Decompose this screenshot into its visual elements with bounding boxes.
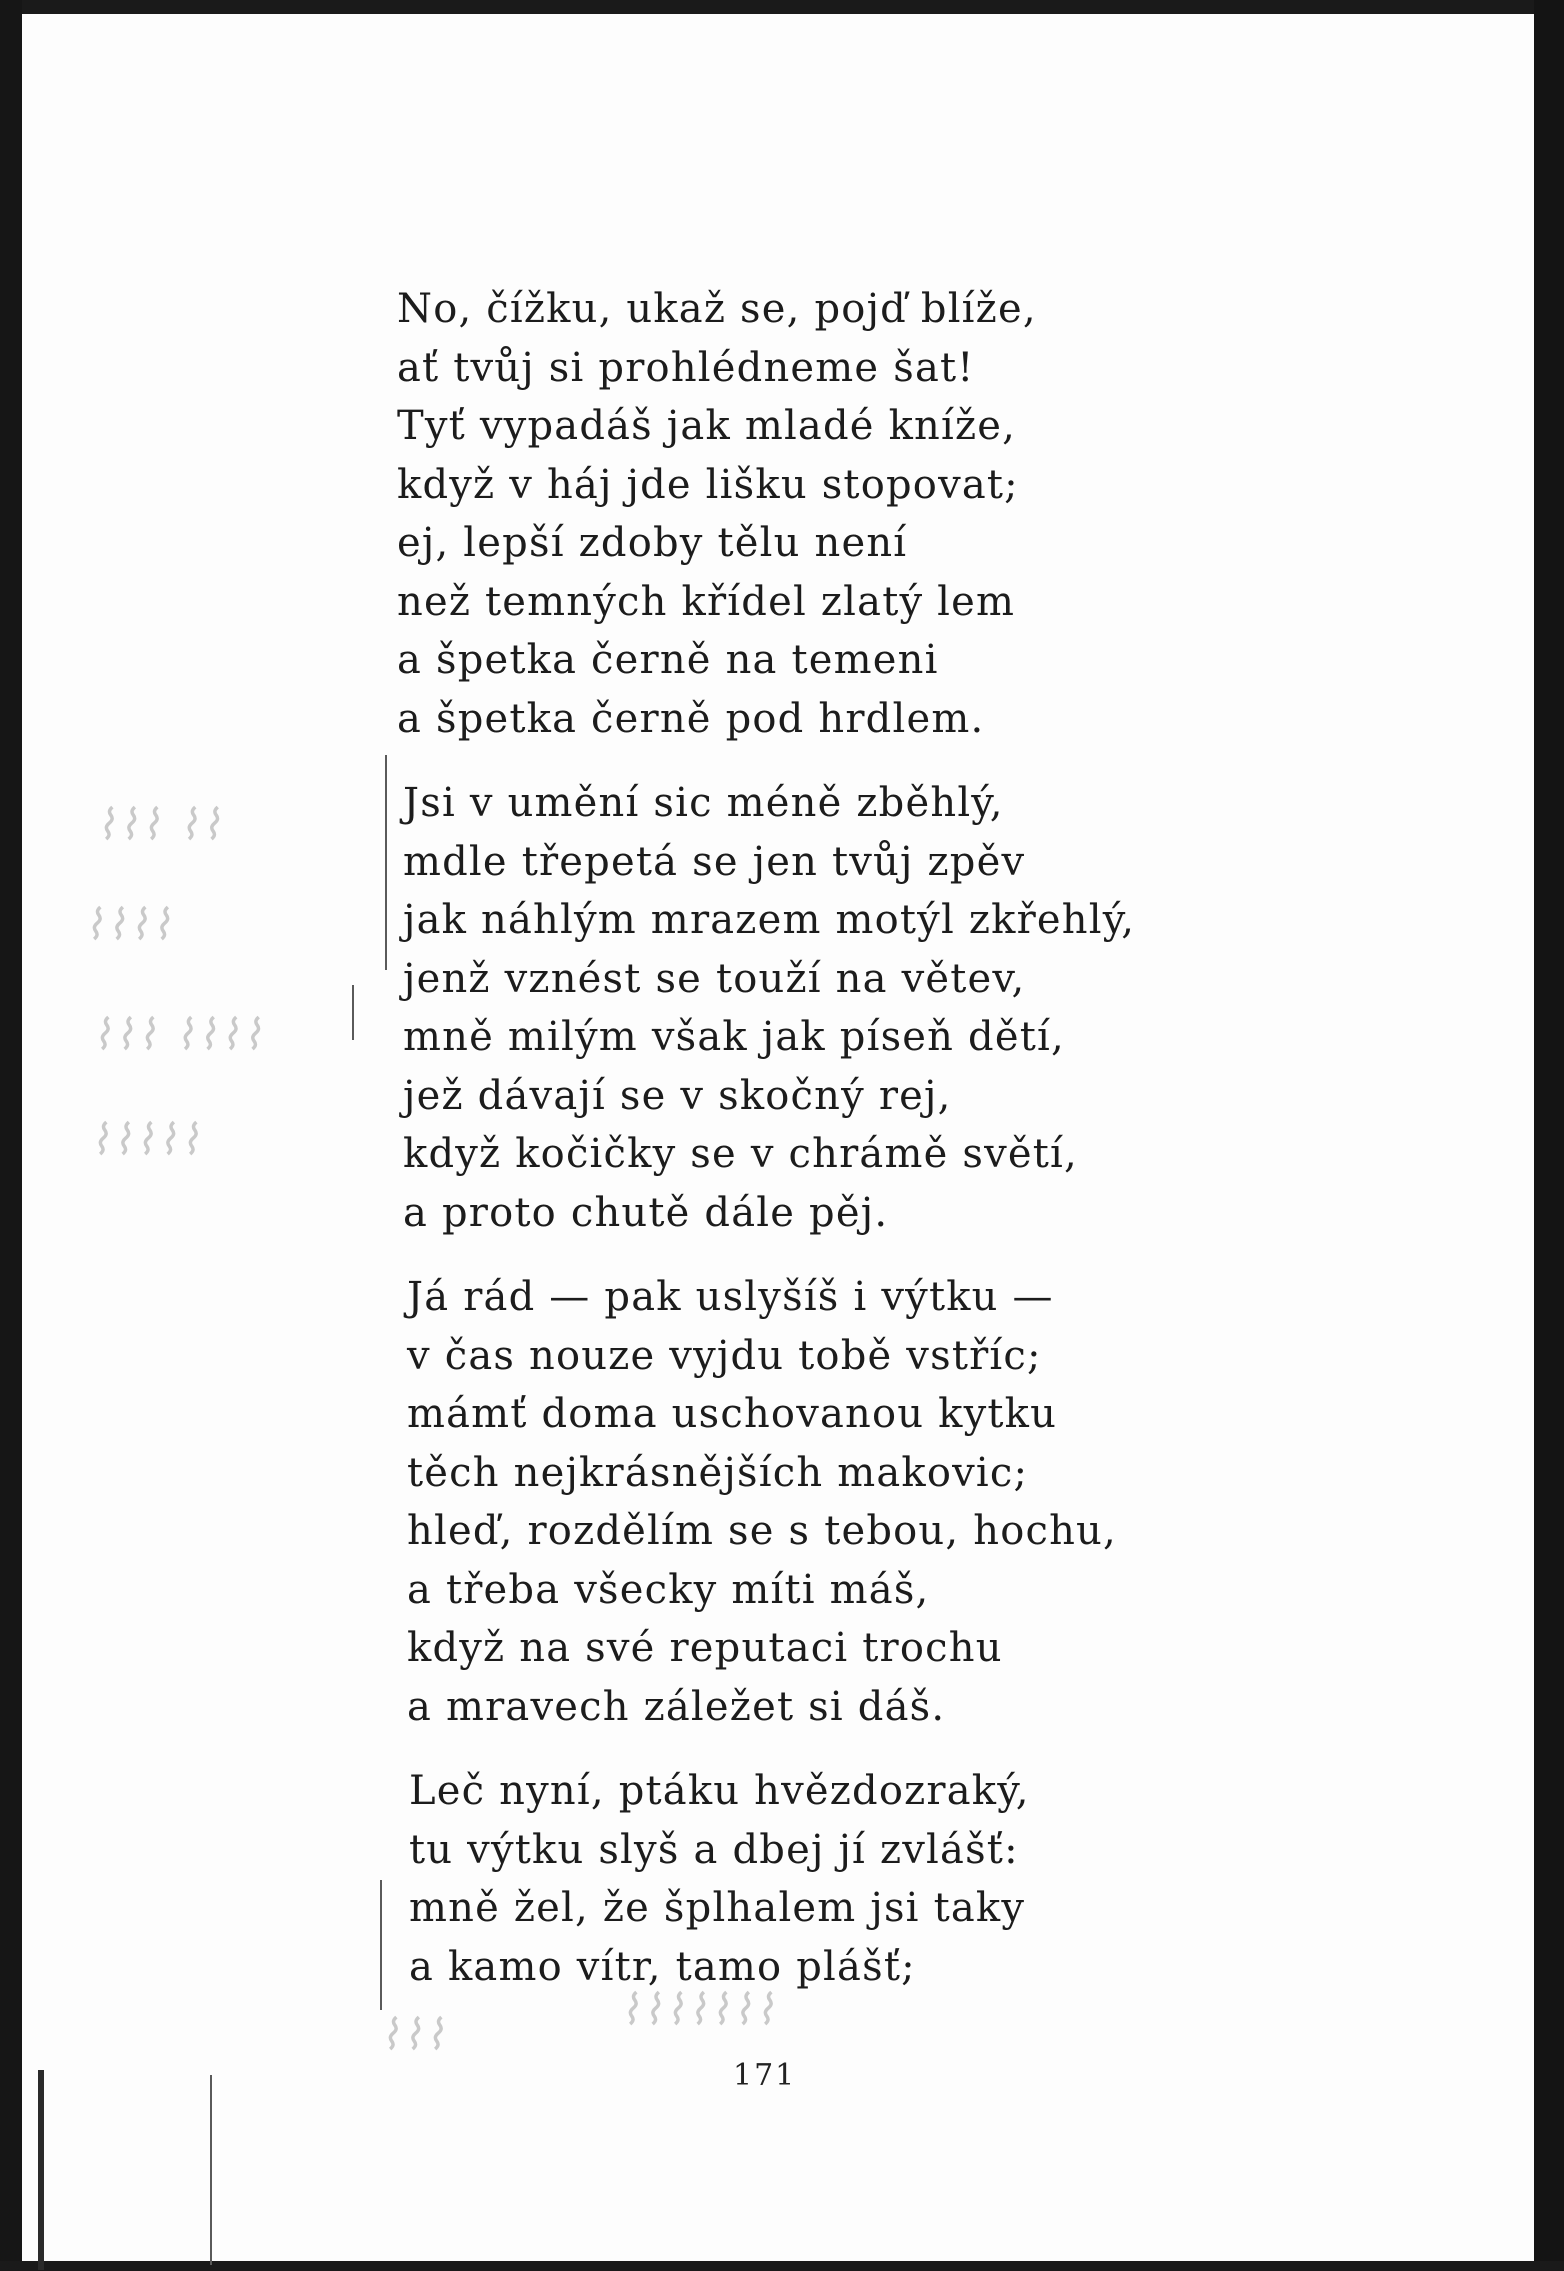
poem-line: mámť doma uschovanou kytku [407, 1391, 1058, 1437]
pencil-marks: ⌇⌇⌇⌇⌇ [90, 1115, 203, 1164]
scan-shadow-line [38, 2070, 44, 2270]
poem-line: Jsi v umění sic méně zběhlý, [403, 780, 1004, 826]
scan-border-bottom [0, 2261, 1564, 2271]
poem-line: když kočičky se v chrámě světí, [403, 1131, 1078, 1177]
poem-line: těch nejkrásnějších makovic; [407, 1449, 1029, 1496]
pencil-marks: ⌇⌇⌇ [380, 2010, 448, 2059]
poem-line: jež dávají se v skočný rej, [403, 1072, 952, 1119]
poem-line: a špetka černě pod hrdlem. [397, 695, 985, 742]
poem-line: Já rád — pak uslyšíš i výtku — [407, 1274, 1054, 1320]
poem-line: a špetka černě na temeni [397, 637, 939, 683]
poem-line: No, čížku, ukaž se, pojď blíže, [397, 286, 1037, 332]
poem-line: mně žel, že šplhalem jsi taky [409, 1885, 1026, 1931]
poem-line: mdle třepetá se jen tvůj zpěv [403, 838, 1026, 885]
stanza [403, 774, 1157, 1242]
page-number: 171 [733, 2058, 797, 2093]
poem-line: ať tvůj si prohlédneme šat! [397, 344, 975, 391]
stanza [409, 1762, 1157, 1996]
poem-line: hleď, rozdělím se s tebou, hochu, [407, 1508, 1117, 1554]
poem-line: a proto chutě dále pěj. [403, 1189, 889, 1236]
poem-line: a mravech záležet si dáš. [407, 1683, 946, 1730]
poem-line: ej, lepší zdoby tělu není [397, 520, 908, 566]
poem-line: když v háj jde lišku stopovat; [397, 461, 1019, 508]
poem-line: jak náhlým mrazem motýl zkřehlý, [403, 897, 1136, 943]
scan-border-top [0, 0, 1564, 14]
poem-line: tu výtku slyš a dbej jí zvlášť: [409, 1826, 1019, 1873]
pencil-bracket-mark [380, 1880, 382, 2010]
pencil-marks: ⌇⌇⌇ ⌇⌇⌇⌇ [92, 1010, 265, 1059]
poem-line: Tyť vypadáš jak mladé kníže, [397, 403, 1017, 449]
poem-line: jenž vznést se touží na větev, [403, 955, 1026, 1002]
stanza [407, 1268, 1157, 1736]
pencil-bracket-mark [210, 2075, 212, 2265]
pencil-marks: ⌇⌇⌇ ⌇⌇ [96, 800, 224, 849]
poem-line: a kamo vítr, tamo plášť; [409, 1943, 916, 1990]
poem-line: když na své reputaci trochu [407, 1625, 1003, 1671]
stanza [397, 280, 1157, 748]
poem-line: v čas nouze vyjdu tobě vstříc; [407, 1332, 1042, 1379]
poem-line: a třeba všecky míti máš, [407, 1566, 930, 1613]
pencil-bracket-mark [385, 755, 387, 970]
poem [397, 280, 1157, 1996]
scan-border-right [1534, 0, 1564, 2271]
pencil-marks: ⌇⌇⌇⌇⌇⌇⌇ [620, 1985, 778, 2034]
poem-line: než temných křídel zlatý lem [397, 578, 1016, 625]
pencil-bracket-mark [352, 985, 354, 1040]
poem-line: mně milým však jak píseň dětí, [403, 1014, 1065, 1060]
pencil-marks: ⌇⌇⌇⌇ [84, 900, 175, 949]
scan-border-left [0, 0, 22, 2271]
poem-line: Leč nyní, ptáku hvězdozraký, [409, 1768, 1030, 1814]
